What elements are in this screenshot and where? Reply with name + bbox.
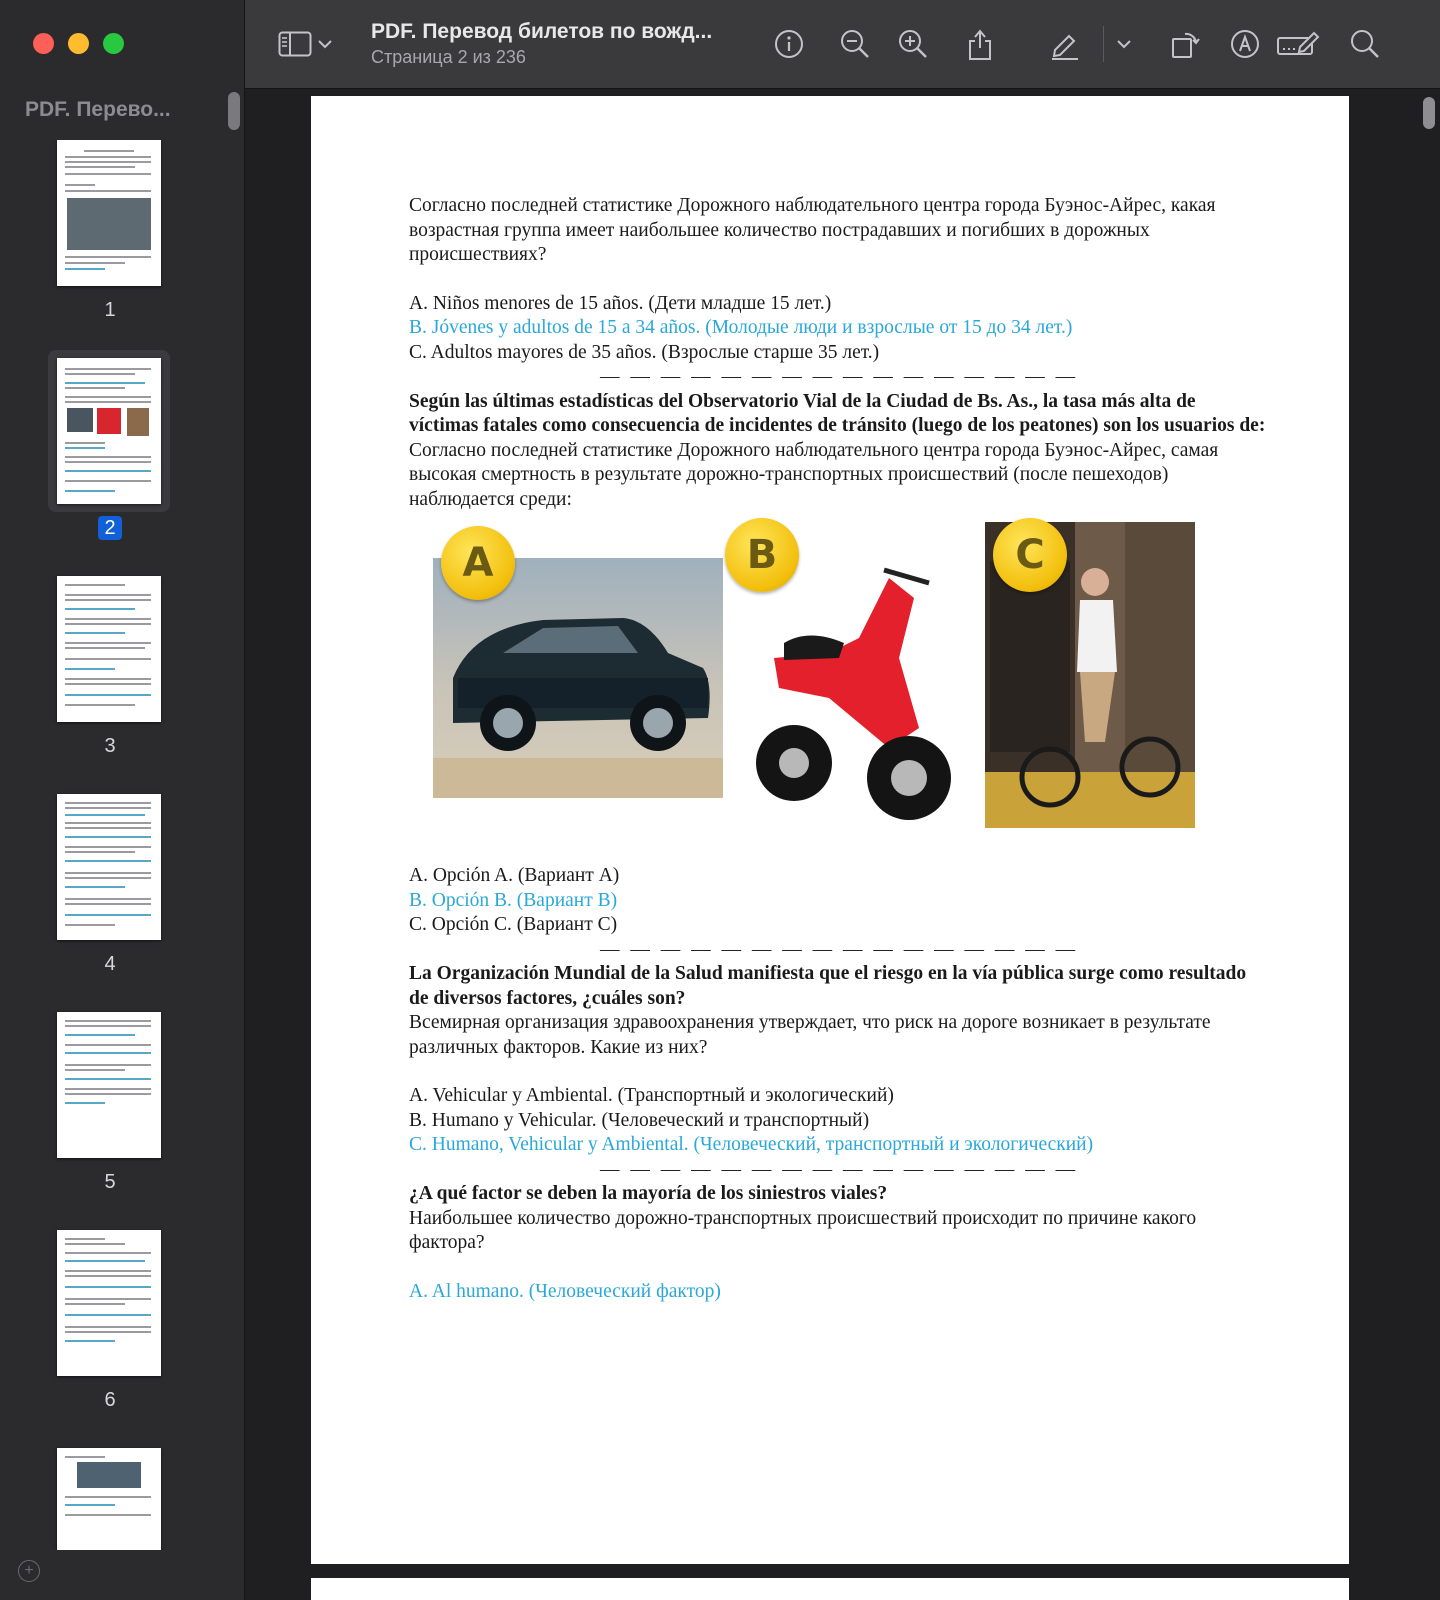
thumbnail-image [57, 576, 161, 722]
thumbnail-number: 3 [104, 735, 116, 757]
thumbnail-number: 6 [104, 1389, 116, 1411]
badge-b: B [725, 518, 799, 592]
section-divider: — — — — — — — — — — — — — — — — [599, 1158, 1079, 1180]
thumbnail-page-6[interactable] [0, 1230, 220, 1448]
thumbnail-list [0, 140, 220, 1550]
question-1-option-a: A. Niños menores de 15 años. (Дети младше 15 лет.) [409, 292, 832, 314]
thumbnail-number: 2 [0, 517, 220, 540]
document-scrollbar[interactable] [1423, 97, 1435, 129]
sidebar [0, 0, 245, 1600]
section-divider: — — — — — — — — — — — — — — — — [599, 938, 1079, 960]
search-icon[interactable] [1345, 24, 1385, 64]
sidebar-scrollbar[interactable] [228, 92, 240, 130]
share-icon[interactable] [960, 24, 1000, 64]
info-icon[interactable] [769, 24, 809, 64]
scooter-image [739, 548, 959, 838]
thumbnail-number: 5 [104, 1171, 116, 1193]
toolbar [245, 0, 1440, 89]
window-controls [33, 33, 124, 54]
question-3-option-b: B. Humano y Vehicular. (Человеческий и транспортный) [409, 1109, 870, 1131]
question-4-option-a: A. Al humano. (Человеческий фактор) [409, 1280, 721, 1302]
thumbnail-number: 1 [104, 299, 116, 321]
thumbnail-image [57, 358, 161, 504]
question-3-option-c: C. Humano, Vehicular y Ambiental. (Человеческий, транспортный и экологический) [409, 1134, 1094, 1155]
question-1-text: Согласно последней статистике Дорожного наблюдательного центра города Буэнос-Айрес, какая возрастная группа имеет наибольшее количество пострадавших и погибших в дорожных происшествиях? [409, 195, 1216, 265]
add-page-icon[interactable]: + [18, 1560, 40, 1582]
zoom-in-icon[interactable] [893, 24, 933, 64]
thumbnail-image [57, 1230, 161, 1376]
question-4-russian: Наибольшее количество дорожно-транспортных происшествий происходит по причине какого фактора? [409, 1207, 1197, 1253]
highlight-pen-icon[interactable] [1045, 24, 1085, 64]
page-text [409, 194, 1269, 1304]
question-4-spanish: ¿A qué factor se deben la mayoría de los siniestros viales? [409, 1183, 888, 1204]
badge-a: A [441, 526, 515, 600]
question-2-option-a: A. Opción A. (Вариант A) [409, 865, 620, 886]
chevron-down-icon[interactable] [1111, 24, 1137, 64]
toolbar-divider [1103, 26, 1104, 62]
sidebar-title: PDF. Перево... [25, 98, 171, 121]
question-2-option-b: B. Opción B. (Вариант B) [409, 889, 618, 911]
next-pdf-page [311, 1578, 1349, 1600]
thumbnail-image [57, 1448, 161, 1550]
question-3-option-a: A. Vehicular y Ambiental. (Транспортный и экологический) [409, 1085, 894, 1106]
close-button[interactable] [33, 33, 54, 54]
section-divider: — — — — — — — — — — — — — — — — [599, 366, 1079, 387]
thumbnail-page-2[interactable] [0, 358, 220, 576]
rotate-icon[interactable] [1165, 24, 1205, 64]
thumbnail-page-4[interactable] [0, 794, 220, 1012]
document-view[interactable] [245, 89, 1440, 1600]
markup-icon[interactable] [1225, 24, 1265, 64]
zoom-out-icon[interactable] [835, 24, 875, 64]
thumbnail-page-5[interactable] [0, 1012, 220, 1230]
thumbnail-image [57, 140, 161, 286]
question-3-spanish: La Organización Mundial de la Salud manifiesta que el riesgo en la vía pública surge como resultado de diversos factores, ¿cuáles son? [409, 963, 1247, 1009]
question-1-option-b: B. Jóvenes y adultos de 15 a 34 años. (Молодые люди и взрослые от 15 до 34 лет.) [409, 317, 1073, 338]
zoom-button[interactable] [103, 33, 124, 54]
document-title: PDF. Перевод билетов по вожд... [371, 20, 713, 43]
thumbnail-page-7[interactable] [0, 1448, 220, 1550]
question-3-russian: Всемирная организация здравоохранения утверждает, что риск на дороге возникает в результате различных факторов. Какие из них? [409, 1012, 1211, 1058]
form-fill-icon[interactable] [1273, 24, 1323, 64]
thumbnail-number: 4 [104, 953, 116, 975]
chevron-down-icon[interactable] [313, 24, 337, 64]
question-2-spanish: Según las últimas estadísticas del Observatorio Vial de la Ciudad de Bs. As., la tasa más alta de víctimas fatales como consecuencia de incidentes de tránsito (luego de los peatones) son los usuarios de: [409, 390, 1266, 436]
page-indicator: Страница 2 из 236 [371, 47, 526, 67]
pdf-page [311, 96, 1349, 1564]
sidebar-toggle-icon[interactable] [275, 24, 315, 64]
thumbnail-page-1[interactable] [0, 140, 220, 358]
minimize-button[interactable] [68, 33, 89, 54]
thumbnail-page-3[interactable] [0, 576, 220, 794]
badge-c: C [993, 518, 1067, 592]
thumbnail-image [57, 1012, 161, 1158]
thumbnail-image [57, 794, 161, 940]
question-2-option-c: C. Opción C. (Вариант C) [409, 914, 618, 935]
question-2-russian: Согласно последней статистике Дорожного наблюдательного центра города Буэнос-Айрес, самая высокая смертность в результате дорожно-транспортных происшествий (после пешеходов) наблюдается среди: [409, 439, 1219, 510]
question-1-option-c: C. Adultos mayores de 35 años. (Взрослые старше 35 лет.) [409, 341, 880, 363]
question-2-images [409, 518, 1269, 848]
